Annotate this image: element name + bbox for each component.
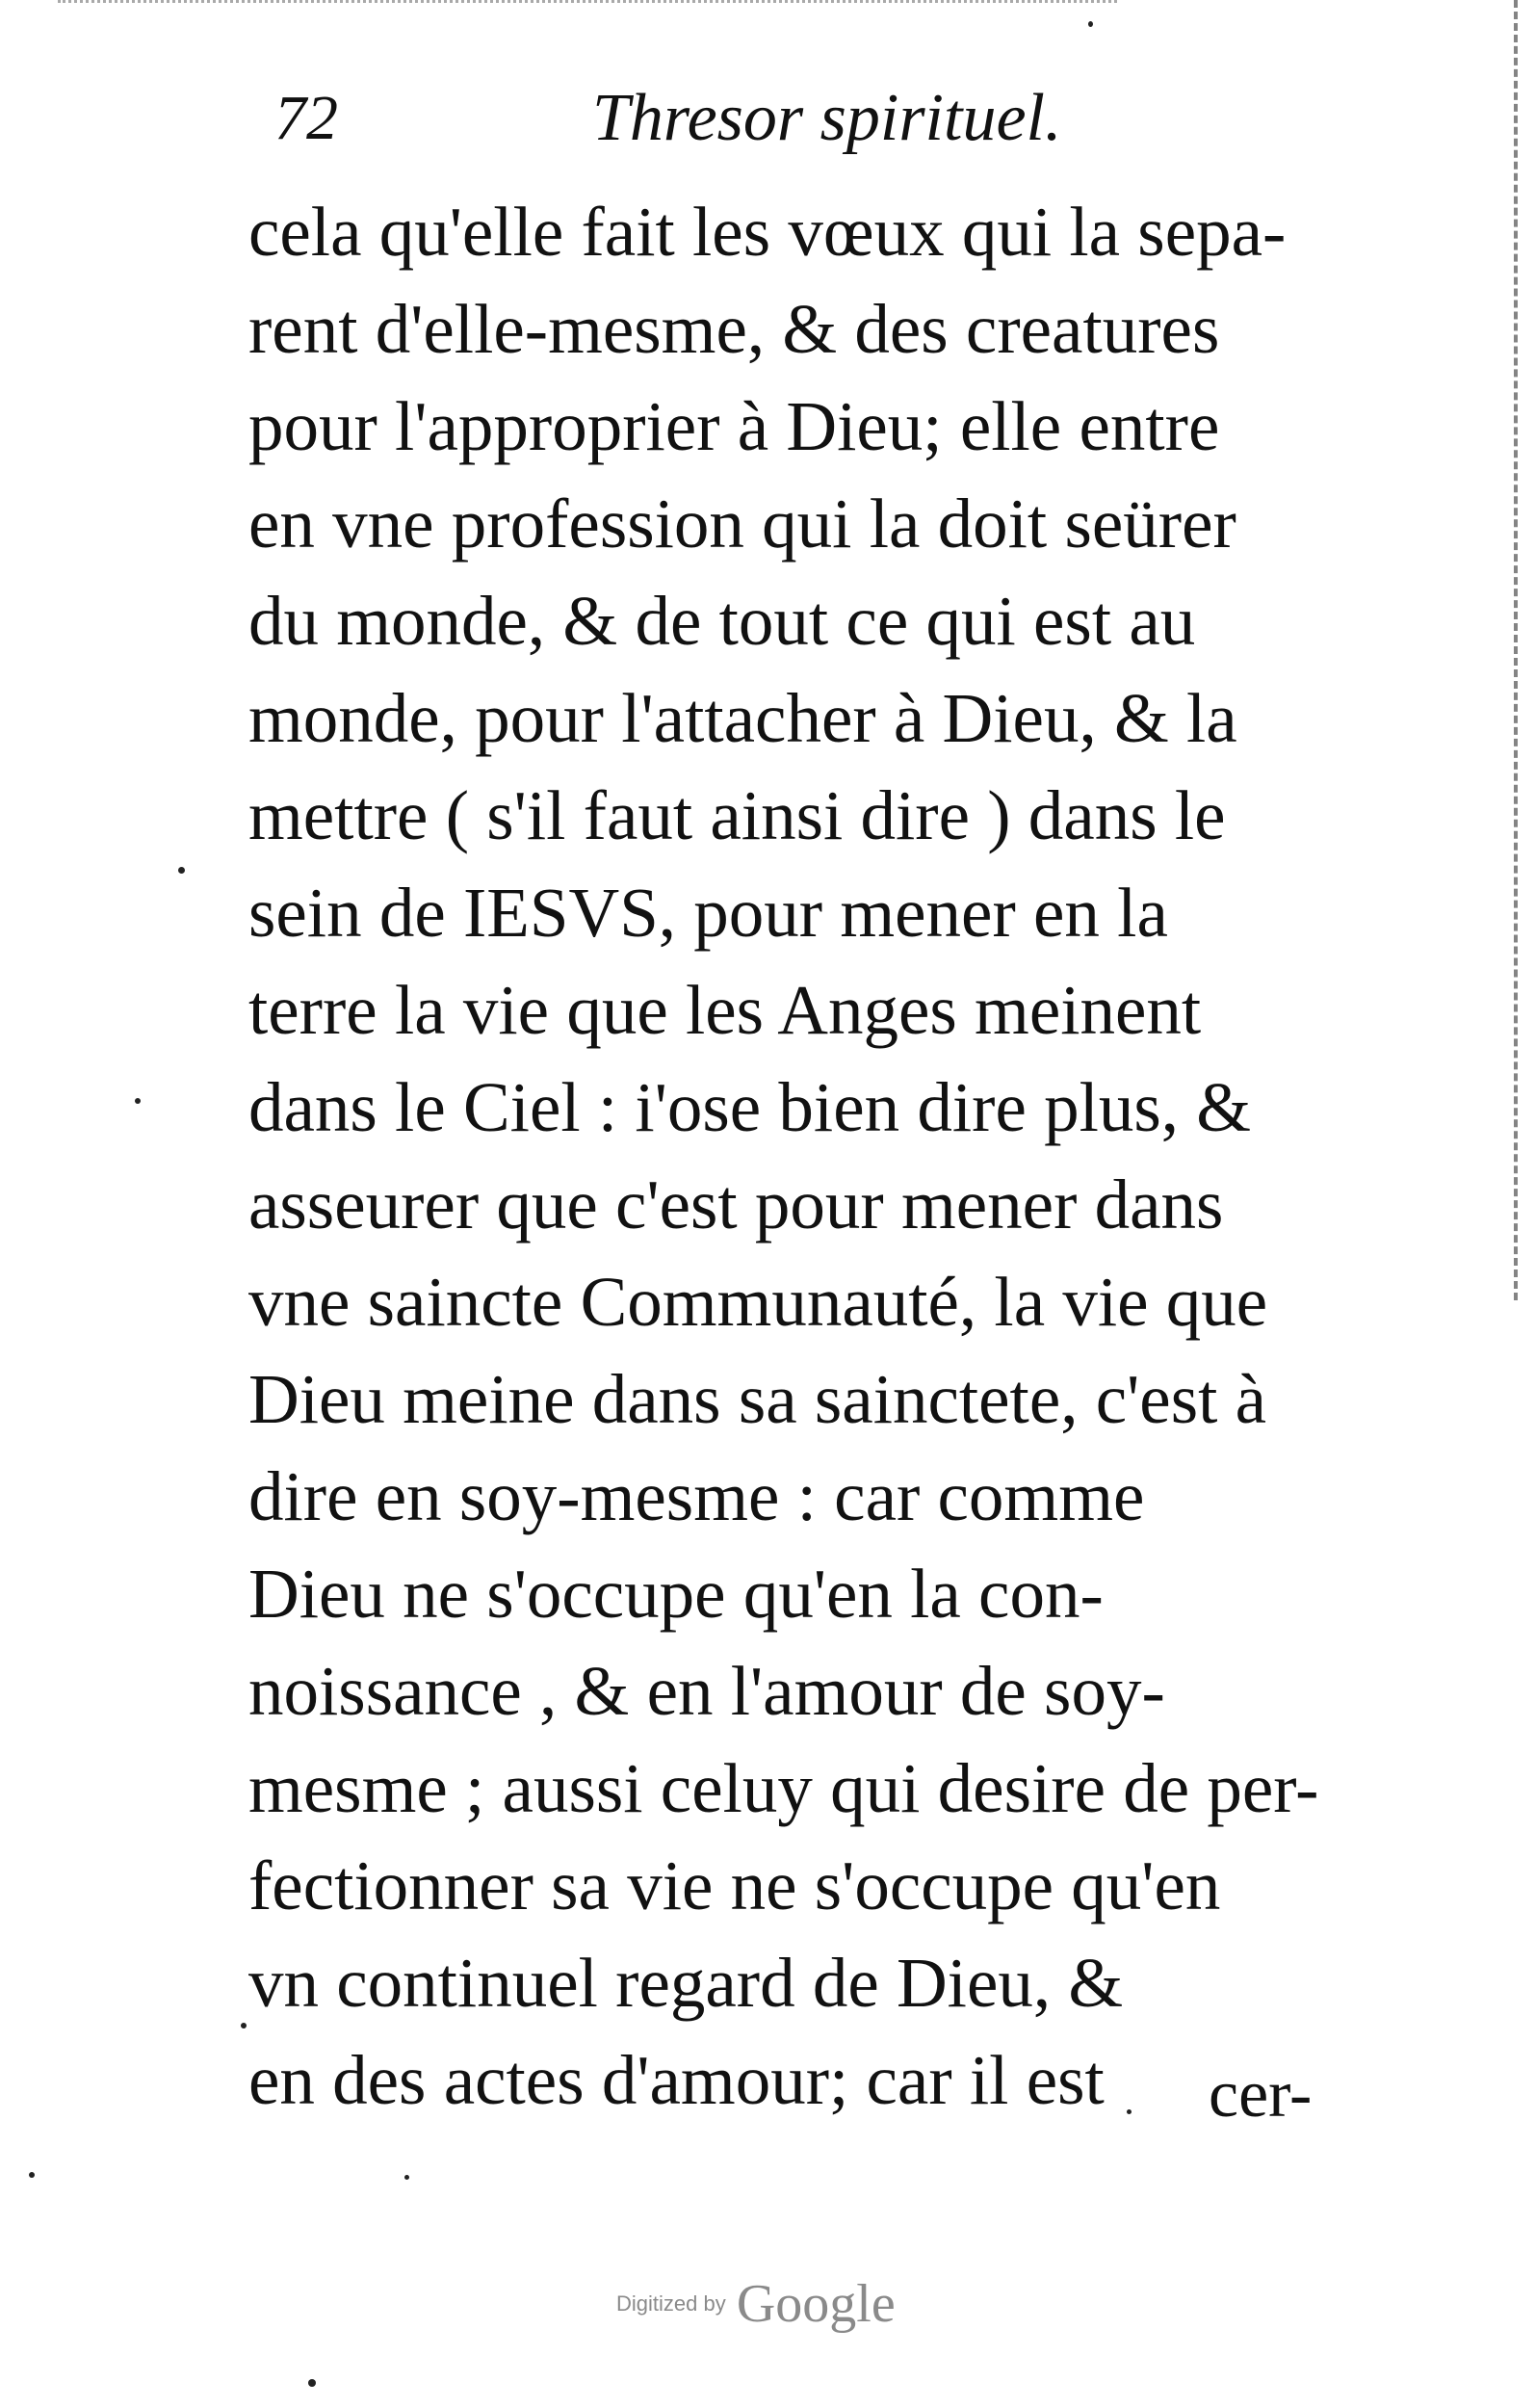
text-line: noissance , & en l'amour de soy- (248, 1652, 1165, 1730)
ink-speck (178, 867, 185, 874)
text-line: sein de IESVS, pour mener en la (248, 874, 1168, 952)
ink-speck (404, 2175, 409, 2180)
text-line: Dieu ne s'occupe qu'en la con- (248, 1555, 1104, 1633)
text-line: asseurer que c'est pour mener dans (248, 1165, 1224, 1243)
text-line: mesme ; aussi celuy qui desire de per- (248, 1749, 1319, 1827)
text-line: vne saincte Communauté, la vie que (248, 1263, 1268, 1341)
google-logo: Google (736, 2274, 896, 2334)
text-line: fectionner sa vie ne s'occupe qu'en (248, 1846, 1221, 1924)
text-line: Dieu meine dans sa sainctete, c'est à (248, 1360, 1267, 1438)
catchword: cer- (1209, 2057, 1313, 2132)
text-line: monde, pour l'attacher à Dieu, & la (248, 679, 1237, 757)
text-line: rent d'elle-mesme, & des creatures (248, 290, 1220, 368)
ink-speck (1088, 21, 1093, 27)
digitized-by-google-watermark (616, 2273, 934, 2341)
page-header (274, 75, 1122, 162)
text-line: en vne profession qui la doit seürer (248, 484, 1236, 563)
text-line: mettre ( s'il faut ainsi dire ) dans le (248, 776, 1226, 854)
text-line: pour l'approprier à Dieu; elle entre (248, 387, 1220, 465)
right-edge-bleed (1514, 0, 1523, 1300)
text-line: en des actes d'amour; car il est (248, 2041, 1105, 2119)
page-number: 72 (274, 83, 338, 153)
digitized-by-label: Digitized by (616, 2291, 726, 2316)
ink-speck (29, 2172, 35, 2178)
ink-speck (1127, 2109, 1132, 2114)
body-text (248, 183, 1385, 2129)
ink-speck (241, 2023, 247, 2028)
text-line: du monde, & de tout ce qui est au (248, 582, 1196, 660)
text-line: cela qu'elle fait les vœux qui la sepa- (248, 193, 1287, 271)
text-line: terre la vie que les Anges meinent (248, 971, 1202, 1049)
text-line: dire en soy-mesme : car comme (248, 1457, 1145, 1535)
text-line: vn continuel regard de Dieu, & (248, 1944, 1124, 2022)
top-edge-bleed (58, 0, 1117, 16)
ink-speck (135, 1098, 141, 1104)
running-title: Thresor spirituel. (592, 81, 1062, 155)
ink-speck (308, 2379, 316, 2387)
text-line: dans le Ciel : i'ose bien dire plus, & (248, 1068, 1252, 1146)
